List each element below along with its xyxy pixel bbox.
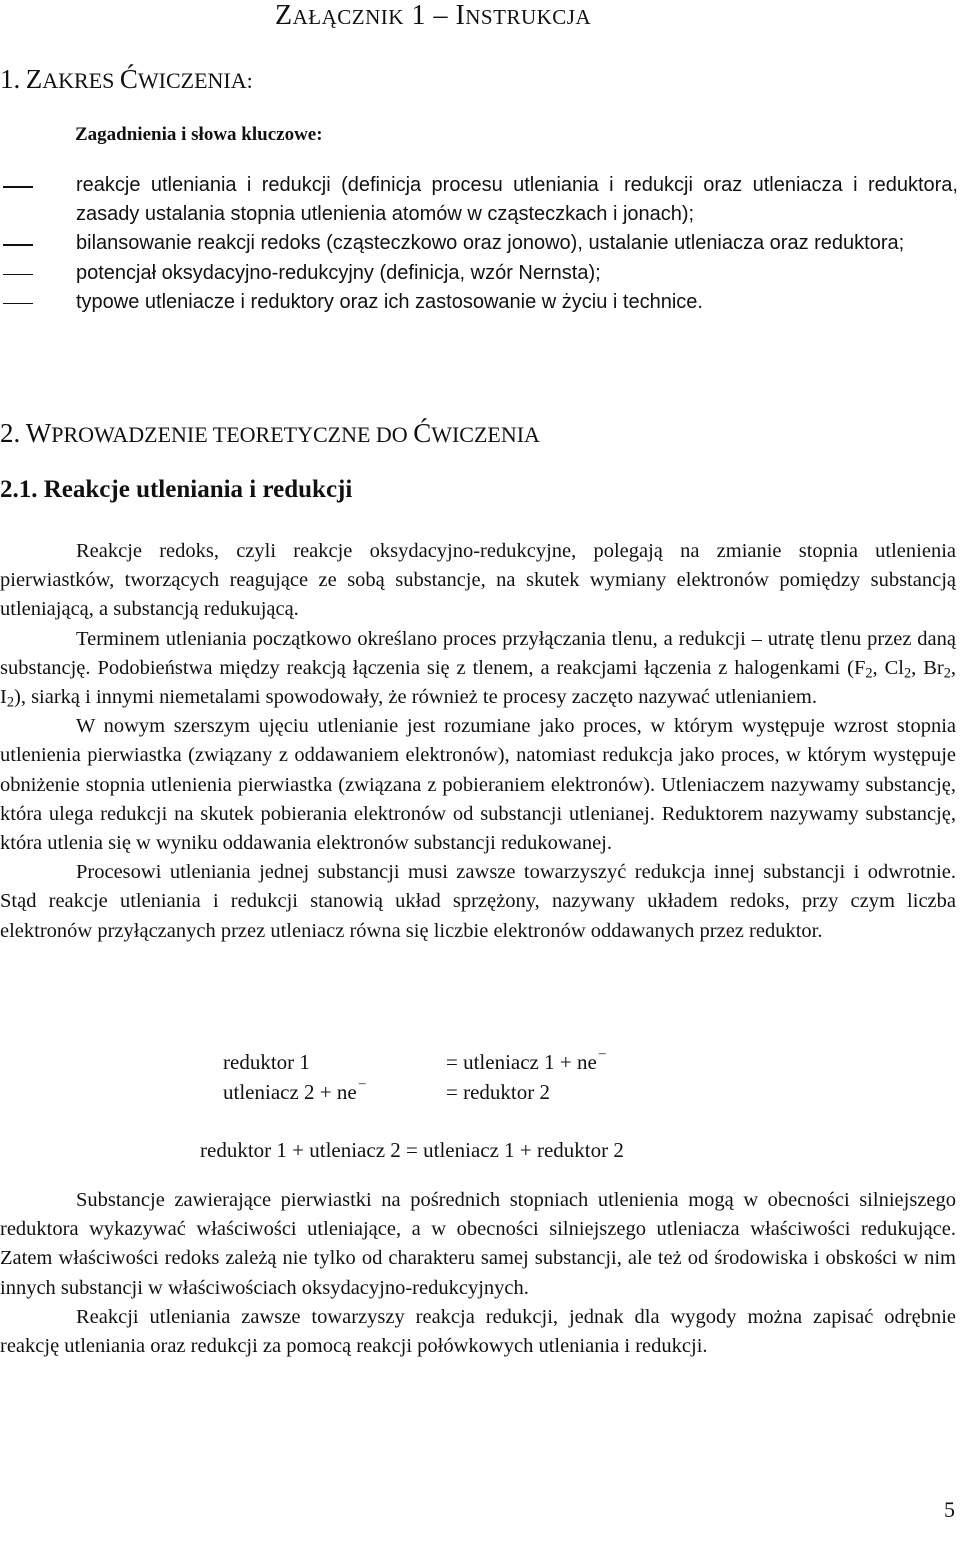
- paragraph: Terminem utleniania początkowo określano proces przyłączania tlenu, a redukcji – utratę tlenu przez daną substancję. Podobieństwa między reakcją łączenia się z tlenem, a reakcjami łączenia z halogenkami ($F_2$, $Cl_2$, $Br_2$, $I_2$), siarką i innymi niemetalami spowodowały, że również te procesy zaczęto nazywać utlenianiem.: [0, 627, 957, 711]
- paragraph: W nowym szerszym ujęciu utlenianie jest rozumiane jako proces, w którym występuje wzrost stopnia utlenienia pierwiastka (związany z oddawaniem elektronów), natomiast redukcja jako proces, w którym występuje obniżenie stopnia utlenienia pierwiastka (związana z pobieraniem elektronów). Utleniaczem nazywamy substancję, która ulega redukcji na skutek pobierania elektronów od substancji utlenianej. Reduktorem nazywamy substancję, która utlenia się w wyniku oddawania elektronów substancji redukowanej.: [0, 715, 956, 855]
- equation-3: reduktor 1 + utleniacz 2 = utleniacz 1 + reduktor 2: [200, 1138, 624, 1162]
- keywords-list: [0, 171, 958, 317]
- paragraph: Reakcje redoks, czyli reakcje oksydacyjno-redukcyjne, polegają na zmianie stopnia utlenienia pierwiastków, tworzących reagujące ze sobą substancje, na skutek wymiany elektronów pomiędzy substancją utleniającą, a substancją redukującą.: [0, 540, 956, 621]
- body-paragraphs-a: [0, 537, 956, 946]
- paragraph: Reakcji utleniania zawsze towarzyszy reakcja redukcji, jednak dla wygody można zapisać odrębnie reakcję utleniania oraz redukcji za pomocą reakcji połówkowych utleniania i redukcji.: [0, 1305, 956, 1358]
- list-item: reakcje utleniania i redukcji (definicja procesu utleniania i redukcji oraz utleniacza i reduktora, zasady ustalania stopnia utlenienia atomów w cząsteczkach i jonach);: [0, 171, 958, 229]
- section-heading-2: 2. WPROWADZENIE TEORETYCZNE DO ĆWICZENIA: [0, 418, 540, 448]
- list-item: typowe utleniacze i reduktory oraz ich zastosowanie w życiu i technice.: [0, 288, 958, 317]
- list-item: potencjał oksydacyjno-redukcyjny (definicja, wzór Nernsta);: [0, 259, 958, 288]
- page-title: ZAŁĄCZNIK 1 – INSTRUKCJA: [275, 0, 592, 31]
- equation-2-left: utleniacz 2 + ne –: [223, 1076, 366, 1104]
- list-item: bilansowanie reakcji redoks (cząsteczkowo oraz jonowo), ustalanie utleniacza oraz reduktora;: [0, 229, 958, 258]
- subsection-heading: 2.1. Reakcje utleniania i redukcji: [0, 476, 353, 503]
- paragraph: Procesowi utleniania jednej substancji musi zawsze towarzyszyć redukcja innej substancji i odwrotnie. Stąd reakcje utleniania i redukcji stanowią układ sprzężony, nazywany układem redoks, przy czym liczba elektronów przyłączanych przez utleniacz równa się liczbie elektronów oddawanych przez reduktor.: [0, 861, 956, 942]
- equation-1-left: reduktor 1: [223, 1050, 310, 1074]
- page-number: 5: [944, 1497, 955, 1522]
- paragraph: Substancje zawierające pierwiastki na pośrednich stopniach utlenienia mogą w obecności silniejszego reduktora wykazywać właściwości utleniające, a w obecności silniejszego utleniacza właściwości redukujące. Zatem właściwości redoks zależą nie tylko od charakteru samej substancji, ale też od środowiska i obskości w nim innych substancji w właściwościach oksydacyjno-redukcyjnych.: [0, 1189, 956, 1299]
- equation-2-right: = reduktor 2: [446, 1080, 550, 1104]
- section-heading-1: 1. ZAKRES ĆWICZENIA:: [0, 64, 253, 94]
- body-paragraphs-b: [0, 1186, 956, 1361]
- equation-1-right: = utleniacz 1 + ne –: [446, 1046, 606, 1074]
- keywords-label: Zagadnienia i słowa kluczowe:: [75, 124, 323, 145]
